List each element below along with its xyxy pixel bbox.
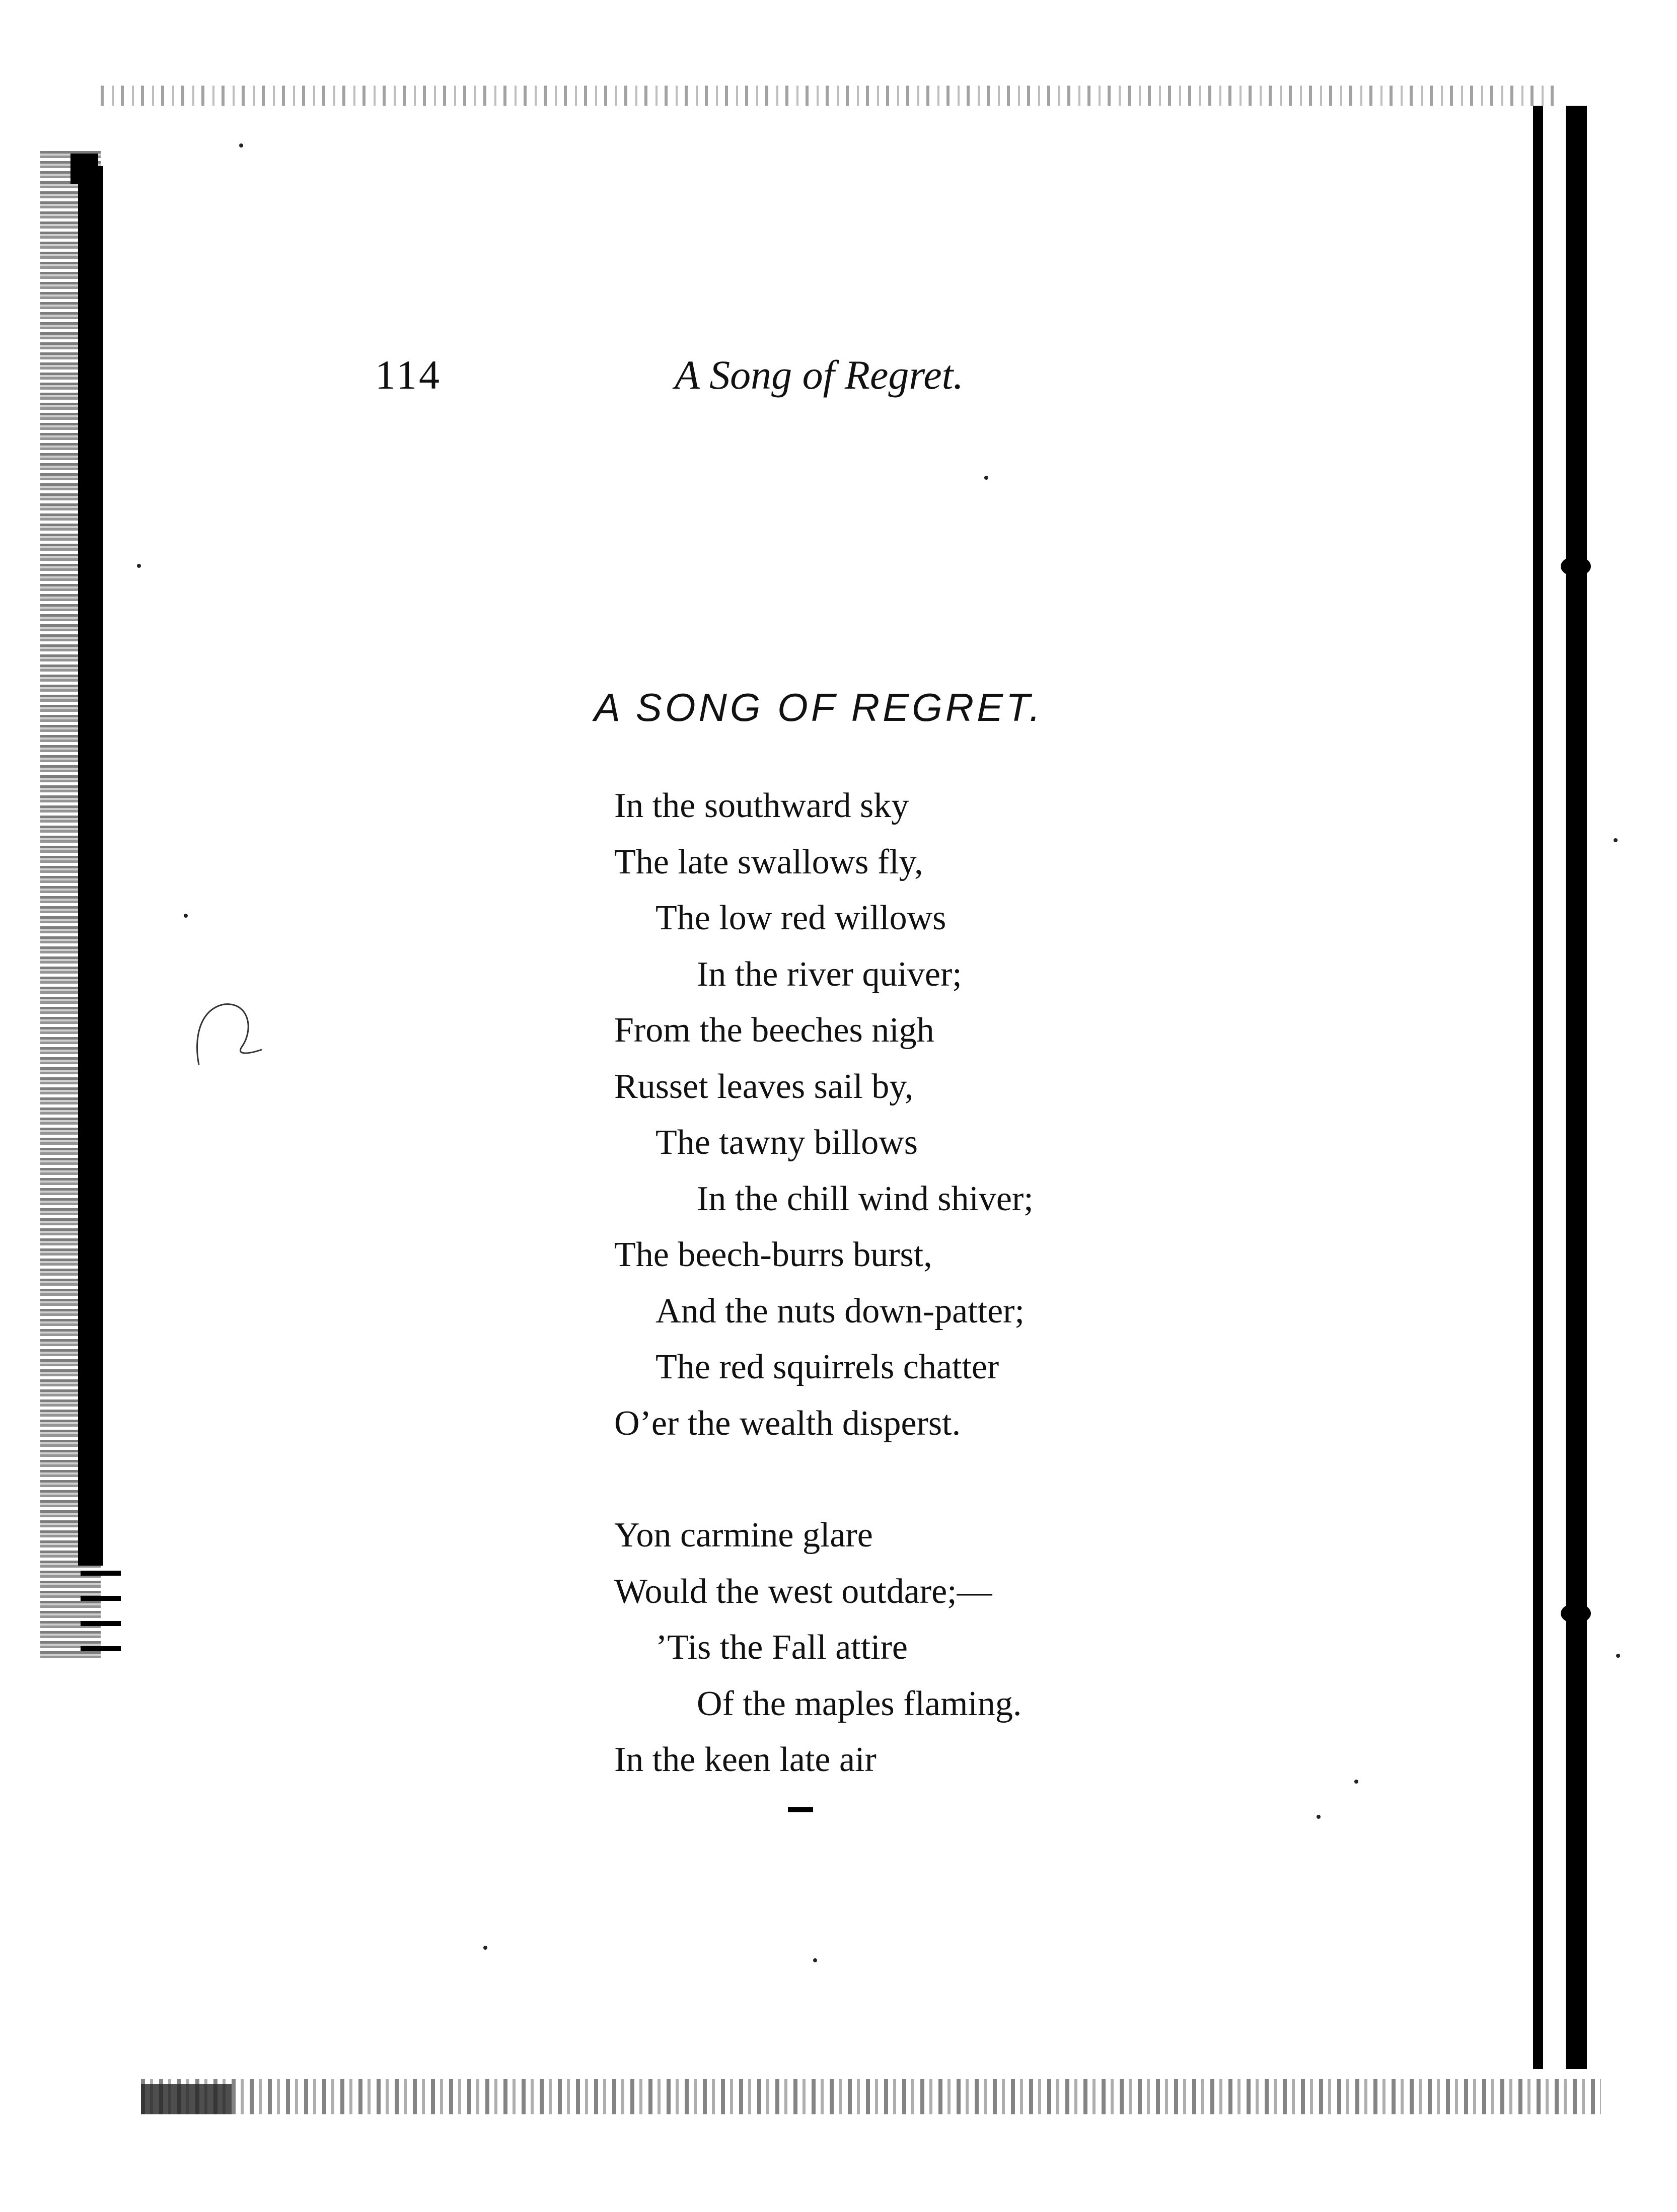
poem-line: In the chill wind shiver; (697, 1179, 1034, 1218)
stanza (614, 778, 1218, 1451)
poem-line: The red squirrels chatter (655, 1348, 999, 1386)
poem-line: Would the west outdare;— (614, 1572, 992, 1611)
catchword-dash (788, 1807, 813, 1812)
poem-title: A SONG OF REGRET. (594, 685, 1044, 729)
page-number: 114 (375, 352, 442, 398)
poem-line: And the nuts down-patter; (655, 1291, 1025, 1331)
pencil-annotation (189, 999, 269, 1070)
speck (184, 914, 188, 918)
poem-line: The late swallows fly, (614, 842, 923, 881)
speck (1616, 1654, 1620, 1658)
binding-ticks (81, 1571, 121, 1651)
speck (1354, 1780, 1358, 1784)
page-bottom-edge (141, 2079, 1601, 2114)
poem-line: Yon carmine glare (614, 1516, 873, 1555)
poem-line: In the southward sky (614, 786, 909, 825)
poem-line: Of the maples flaming. (697, 1684, 1022, 1723)
speck (1614, 838, 1618, 842)
poem-line: In the river quiver; (697, 954, 962, 994)
page-top-edge (101, 86, 1561, 106)
stanza (614, 1507, 1218, 1788)
poem-line: The low red willows (655, 899, 946, 937)
poem-line: Russet leaves sail by, (614, 1067, 914, 1106)
poem-line: O’er the wealth disperst. (614, 1404, 961, 1443)
poem-body (614, 778, 1218, 1788)
right-edge-knot (1561, 556, 1591, 576)
speck (137, 564, 141, 568)
poem-line: From the beeches nigh (614, 1011, 934, 1050)
running-title: A Song of Regret. (675, 352, 964, 398)
speck (239, 143, 243, 148)
running-head (0, 347, 1677, 408)
poem-line: ’Tis the Fall attire (655, 1628, 908, 1667)
speck (813, 1958, 817, 1962)
speck (984, 476, 988, 480)
right-edge-knot (1561, 1603, 1591, 1624)
poem-line: In the keen late air (614, 1740, 877, 1779)
speck (1317, 1815, 1321, 1819)
poem-line: The beech-burrs burst, (614, 1235, 932, 1274)
poem-line: The tawny billows (655, 1123, 918, 1162)
page-corner-shadow (141, 2084, 232, 2114)
speck (483, 1946, 487, 1950)
